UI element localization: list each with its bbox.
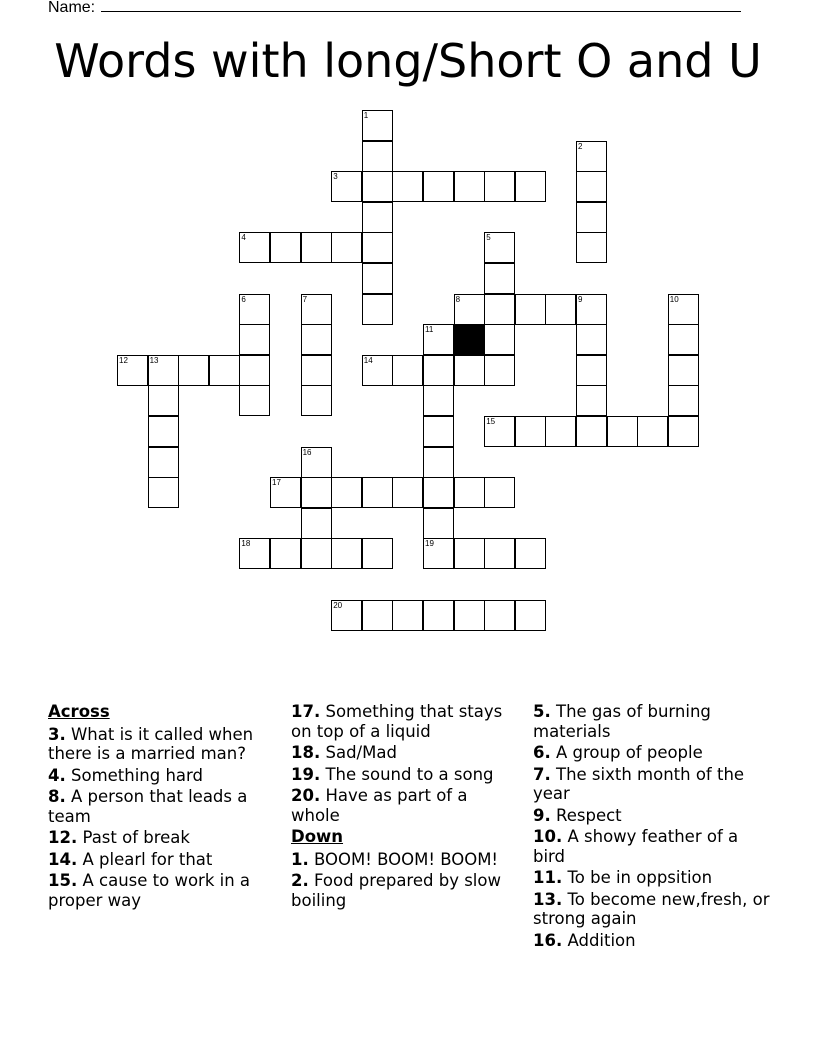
grid-cell[interactable] (362, 141, 393, 172)
grid-cell[interactable] (484, 171, 515, 202)
clue-across-item (48, 828, 276, 848)
clue-number: 8 (455, 294, 461, 304)
clue-number-label: 7. (533, 764, 551, 784)
grid-cell[interactable] (148, 385, 179, 416)
grid-cell[interactable] (331, 171, 362, 202)
grid-cell[interactable] (331, 477, 362, 508)
clue-text: A plearl for that (77, 849, 213, 869)
clue-number: 16 (302, 447, 312, 457)
clue-text: Past of break (77, 828, 190, 847)
clue-number: 9 (578, 294, 583, 304)
clue-number-label: 8. (48, 787, 66, 806)
grid-cell[interactable] (576, 355, 607, 386)
clue-text: The sound to a song (320, 764, 494, 784)
clue-text: A person that leads a team (48, 787, 248, 826)
grid-cell[interactable] (331, 538, 362, 569)
across-heading: Across (48, 702, 110, 721)
clues-column-1 (48, 702, 276, 912)
grid-cell[interactable] (576, 141, 607, 172)
clue-number: 3 (333, 172, 338, 182)
grid-cell[interactable] (362, 232, 393, 263)
clue-text: Something hard (65, 765, 204, 785)
clue-text: Food prepared by slow boiling (291, 871, 501, 910)
grid-cell[interactable] (454, 355, 485, 386)
clue-number-label: 9. (533, 805, 551, 825)
grid-cell[interactable] (484, 263, 515, 294)
clue-number-label: 2. (291, 871, 309, 890)
grid-cell[interactable] (148, 355, 179, 386)
grid-cell[interactable] (576, 416, 607, 447)
grid-cell[interactable] (301, 355, 332, 386)
clue-across-item (291, 702, 519, 741)
grid-cell[interactable] (270, 477, 301, 508)
clue-number: 10 (669, 294, 679, 304)
clue-number-label: 11. (533, 868, 563, 887)
grid-cell[interactable] (239, 538, 270, 569)
grid-cell[interactable] (637, 416, 668, 447)
grid-cell[interactable] (423, 324, 454, 355)
clue-number-label: 6. (533, 743, 551, 762)
clue-down-item (533, 827, 773, 866)
clue-text: A cause to work in a proper way (48, 871, 251, 910)
clue-number: 6 (241, 294, 246, 304)
clue-across-item (291, 786, 519, 825)
clue-number-label: 16. (533, 930, 563, 950)
grid-cell[interactable] (668, 324, 699, 355)
grid-cell[interactable] (515, 538, 546, 569)
grid-cell[interactable] (239, 232, 270, 263)
clue-number-label: 19. (291, 764, 321, 784)
clue-text: A group of people (550, 743, 703, 762)
grid-cell[interactable] (576, 324, 607, 355)
grid-cell[interactable] (362, 355, 393, 386)
grid-cell[interactable] (362, 294, 393, 325)
grid-cell[interactable] (423, 385, 454, 416)
grid-cell[interactable] (301, 232, 332, 263)
grid-cell[interactable] (270, 232, 301, 263)
grid-cell[interactable] (576, 171, 607, 202)
grid-cell[interactable] (454, 171, 485, 202)
grid-cell[interactable] (423, 447, 454, 478)
grid-cell[interactable] (576, 232, 607, 263)
blocked-cell (454, 324, 485, 355)
grid-cell[interactable] (515, 416, 546, 447)
clue-down-item (533, 890, 773, 929)
grid-cell[interactable] (301, 324, 332, 355)
grid-cell[interactable] (607, 416, 638, 447)
grid-cell[interactable] (454, 600, 485, 631)
grid-cell[interactable] (423, 477, 454, 508)
clue-number: 20 (333, 600, 343, 610)
clue-text: To be in oppsition (562, 868, 713, 887)
clue-down-item (533, 931, 773, 951)
grid-cell[interactable] (239, 355, 270, 386)
clue-across-item (48, 871, 276, 910)
grid-cell[interactable] (423, 538, 454, 569)
clue-number-label: 1. (291, 849, 309, 869)
grid-cell[interactable] (423, 355, 454, 386)
grid-cell[interactable] (331, 232, 362, 263)
clue-number-label: 5. (533, 702, 551, 721)
clue-number-label: 15. (48, 871, 78, 890)
clue-number: 2 (578, 141, 583, 151)
name-label: Name: (48, 0, 96, 16)
grid-cell[interactable] (484, 294, 515, 325)
grid-cell[interactable] (392, 477, 423, 508)
down-heading: Down (291, 827, 344, 846)
clue-number: 15 (486, 417, 496, 426)
clue-down-item (533, 765, 773, 804)
grid-cell[interactable] (301, 447, 332, 478)
clue-across-item (48, 850, 276, 870)
clue-text: What is it called when there is a married man? (48, 724, 254, 763)
clue-number: 18 (241, 539, 251, 549)
clues-column-2 (291, 702, 519, 912)
grid-cell[interactable] (117, 355, 148, 386)
grid-cell[interactable] (148, 477, 179, 508)
grid-cell[interactable] (515, 600, 546, 631)
clue-text: BOOM! BOOM! BOOM! (308, 849, 499, 869)
clue-across-item (48, 725, 276, 764)
grid-cell[interactable] (362, 110, 393, 141)
clue-down-item (533, 702, 773, 741)
grid-cell[interactable] (668, 385, 699, 416)
grid-cell[interactable] (362, 600, 393, 631)
clue-text: To become new,fresh, or strong again (533, 889, 770, 928)
clue-text: The gas of burning materials (533, 702, 711, 741)
clue-across-item (291, 743, 519, 763)
clue-down-item (533, 743, 773, 763)
clues-column-3 (533, 702, 773, 952)
clue-number: 1 (363, 111, 369, 120)
clue-number-label: 17. (291, 702, 321, 721)
clue-number: 4 (241, 233, 246, 243)
clue-number-label: 14. (48, 849, 78, 869)
clue-number: 13 (149, 355, 159, 365)
clue-number-label: 20. (291, 786, 321, 805)
grid-cell[interactable] (484, 355, 515, 386)
grid-cell[interactable] (301, 385, 332, 416)
clue-text: Respect (550, 805, 622, 825)
page-title: Words with long/Short O and U (54, 34, 762, 88)
clue-number-label: 3. (48, 724, 66, 744)
grid-cell[interactable] (484, 416, 515, 447)
clue-text: A showy feather of a bird (533, 827, 739, 866)
grid-cell[interactable] (301, 477, 332, 508)
grid-cell[interactable] (301, 294, 332, 325)
grid-cell[interactable] (239, 385, 270, 416)
grid-cell[interactable] (362, 202, 393, 233)
grid-cell[interactable] (362, 477, 393, 508)
clue-number-label: 18. (291, 743, 321, 762)
clue-number-label: 4. (48, 765, 66, 785)
grid-cell[interactable] (484, 232, 515, 263)
grid-cell[interactable] (484, 324, 515, 355)
grid-cell[interactable] (423, 600, 454, 631)
grid-cell[interactable] (484, 600, 515, 631)
grid-cell[interactable] (423, 508, 454, 539)
grid-cell[interactable] (515, 294, 546, 325)
grid-cell[interactable] (392, 355, 423, 386)
clue-number: 14 (363, 355, 373, 365)
grid-cell[interactable] (576, 202, 607, 233)
grid-cell[interactable] (484, 538, 515, 569)
clue-down-item (533, 868, 773, 888)
clue-down-item (291, 850, 519, 870)
clue-down-item (533, 806, 773, 826)
grid-cell[interactable] (331, 600, 362, 631)
clue-text: Addition (562, 930, 636, 950)
grid-cell[interactable] (148, 447, 179, 478)
clue-text: Have as part of a whole (291, 786, 468, 825)
grid-cell[interactable] (301, 508, 332, 539)
grid-cell[interactable] (270, 538, 301, 569)
grid-cell[interactable] (454, 538, 485, 569)
clue-number: 19 (425, 539, 434, 549)
clue-across-item (291, 765, 519, 785)
clue-number-label: 10. (533, 827, 563, 846)
clue-number-label: 13. (533, 889, 563, 909)
clue-across-item (48, 787, 276, 826)
clue-number-label: 12. (48, 828, 78, 847)
clue-number: 5 (486, 233, 491, 243)
clue-down-item (291, 871, 519, 910)
grid-cell[interactable] (576, 294, 607, 325)
grid-cell[interactable] (668, 416, 699, 447)
clue-across-item (48, 766, 276, 786)
clue-text: Sad/Mad (320, 743, 397, 762)
grid-cell[interactable] (362, 171, 393, 202)
grid-cell[interactable] (239, 324, 270, 355)
grid-cell[interactable] (392, 600, 423, 631)
grid-cell[interactable] (668, 294, 699, 325)
grid-cell[interactable] (362, 538, 393, 569)
grid-cell[interactable] (484, 477, 515, 508)
grid-cell[interactable] (301, 538, 332, 569)
grid-cell[interactable] (148, 416, 179, 447)
clue-number: 12 (119, 355, 128, 365)
clue-text: Something that stays on top of a liquid (291, 702, 503, 741)
grid-cell[interactable] (239, 294, 270, 325)
clue-number: 7 (302, 294, 308, 304)
grid-cell[interactable] (362, 263, 393, 294)
grid-cell[interactable] (545, 416, 576, 447)
grid-cell[interactable] (515, 171, 546, 202)
grid-cell[interactable] (454, 294, 485, 325)
grid-cell[interactable] (668, 355, 699, 386)
clue-text: The sixth month of the year (533, 764, 745, 803)
grid-cell[interactable] (423, 171, 454, 202)
clue-number: 17 (272, 478, 281, 488)
grid-cell[interactable] (209, 355, 240, 386)
clue-number: 11 (425, 325, 434, 335)
grid-cell[interactable] (454, 477, 485, 508)
grid-cell[interactable] (545, 294, 576, 325)
grid-cell[interactable] (392, 171, 423, 202)
grid-cell[interactable] (178, 355, 209, 386)
grid-cell[interactable] (423, 416, 454, 447)
grid-cell[interactable] (576, 385, 607, 416)
